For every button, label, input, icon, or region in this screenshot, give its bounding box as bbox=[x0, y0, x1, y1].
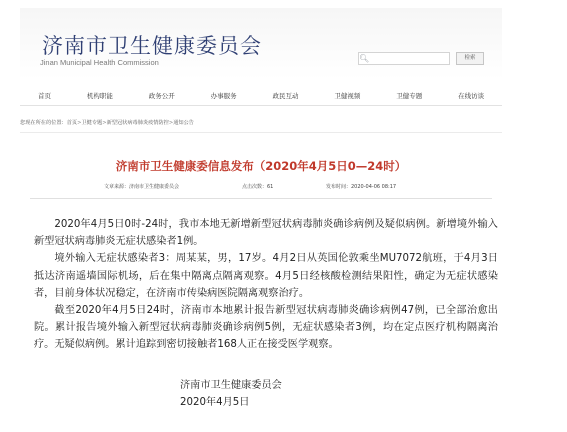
nav-item-public-affairs[interactable]: 政务公开 bbox=[148, 91, 175, 100]
article-title: 济南市卫生健康委信息发布（2020年4月5日0—24时） bbox=[115, 159, 407, 173]
meta-source: 文章来源：济南市卫生健康委员会 bbox=[104, 184, 180, 190]
article-paragraph: 境外输入无症状感染者3：周某某，男，17岁。4月2日从英国伦敦乘坐MU7072航班，于4月3日抵达济南遥墙国际机场，后在集中隔离点隔离观察。4月5日经核酸检测结果阳性，确定为无症状感染者，目前身体状况稳定，在济南市传染病医院隔离观察治疗。 bbox=[34, 253, 498, 299]
nav-item-interviews[interactable]: 在线访谈 bbox=[458, 91, 485, 100]
site-header bbox=[20, 8, 502, 80]
breadcrumb-prefix: 您现在所在的位置： bbox=[20, 120, 67, 126]
nav-item-videos[interactable]: 卫健视频 bbox=[334, 91, 361, 100]
nav-item-interaction[interactable]: 政民互动 bbox=[272, 91, 299, 100]
breadcrumb-item-topics[interactable]: 卫健专题 bbox=[81, 120, 103, 126]
search-button[interactable]: 检索 bbox=[456, 52, 484, 65]
meta-clicks: 点击次数：61 bbox=[242, 184, 274, 190]
signature-org: 济南市卫生健康委员会 bbox=[180, 380, 282, 391]
search-input[interactable] bbox=[358, 52, 450, 65]
article-meta bbox=[20, 183, 502, 193]
breadcrumb-item-epidemic[interactable]: 新型冠状病毒肺炎疫情防控 bbox=[106, 120, 169, 126]
page bbox=[20, 8, 502, 424]
article-paragraph: 截至2020年4月5日24时，济南市本地累计报告新型冠状病毒肺炎确诊病例47例，已全部治愈出院。累计报告境外输入新型冠状病毒肺炎确诊病例5例，无症状感染者3例，均在定点医疗机构隔离治疗。无疑似病例。累计追踪到密切接触者168人正在接受医学观察。 bbox=[34, 305, 498, 351]
breadcrumb-separator: > bbox=[102, 120, 107, 126]
search-icon: 🔍︎ bbox=[359, 54, 370, 63]
site-subtitle: Jinan Municipal Health Commission bbox=[40, 58, 159, 67]
signature-date: 2020年4月5日 bbox=[180, 397, 250, 408]
breadcrumb-divider bbox=[20, 132, 502, 133]
article-paragraph: 2020年4月5日0时-24时，我市本地无新增新型冠状病毒肺炎确诊病例及疑似病例。新增境外输入新型冠状病毒肺炎无症状感染者1例。 bbox=[34, 219, 498, 248]
breadcrumb-separator: > bbox=[77, 120, 82, 126]
breadcrumb-item-home[interactable]: 首页 bbox=[66, 120, 78, 126]
meta-date: 发布时间：2020-04-06 08:17 bbox=[326, 184, 397, 190]
main-nav bbox=[20, 85, 502, 105]
nav-item-functions[interactable]: 机构职能 bbox=[86, 91, 113, 100]
site-title[interactable]: 济南市卫生健康委员会 bbox=[42, 34, 262, 58]
breadcrumb-separator: > bbox=[168, 120, 174, 126]
nav-item-home[interactable]: 首页 bbox=[37, 91, 51, 100]
nav-divider bbox=[20, 105, 502, 106]
breadcrumb bbox=[20, 119, 320, 126]
nav-item-services[interactable]: 办事服务 bbox=[210, 91, 237, 100]
breadcrumb-item-notices[interactable]: 通知公告 bbox=[173, 120, 194, 126]
nav-item-topics[interactable]: 卫健专题 bbox=[396, 91, 423, 100]
meta-divider bbox=[30, 198, 492, 199]
article-body bbox=[34, 216, 498, 354]
article-signature bbox=[180, 377, 282, 411]
